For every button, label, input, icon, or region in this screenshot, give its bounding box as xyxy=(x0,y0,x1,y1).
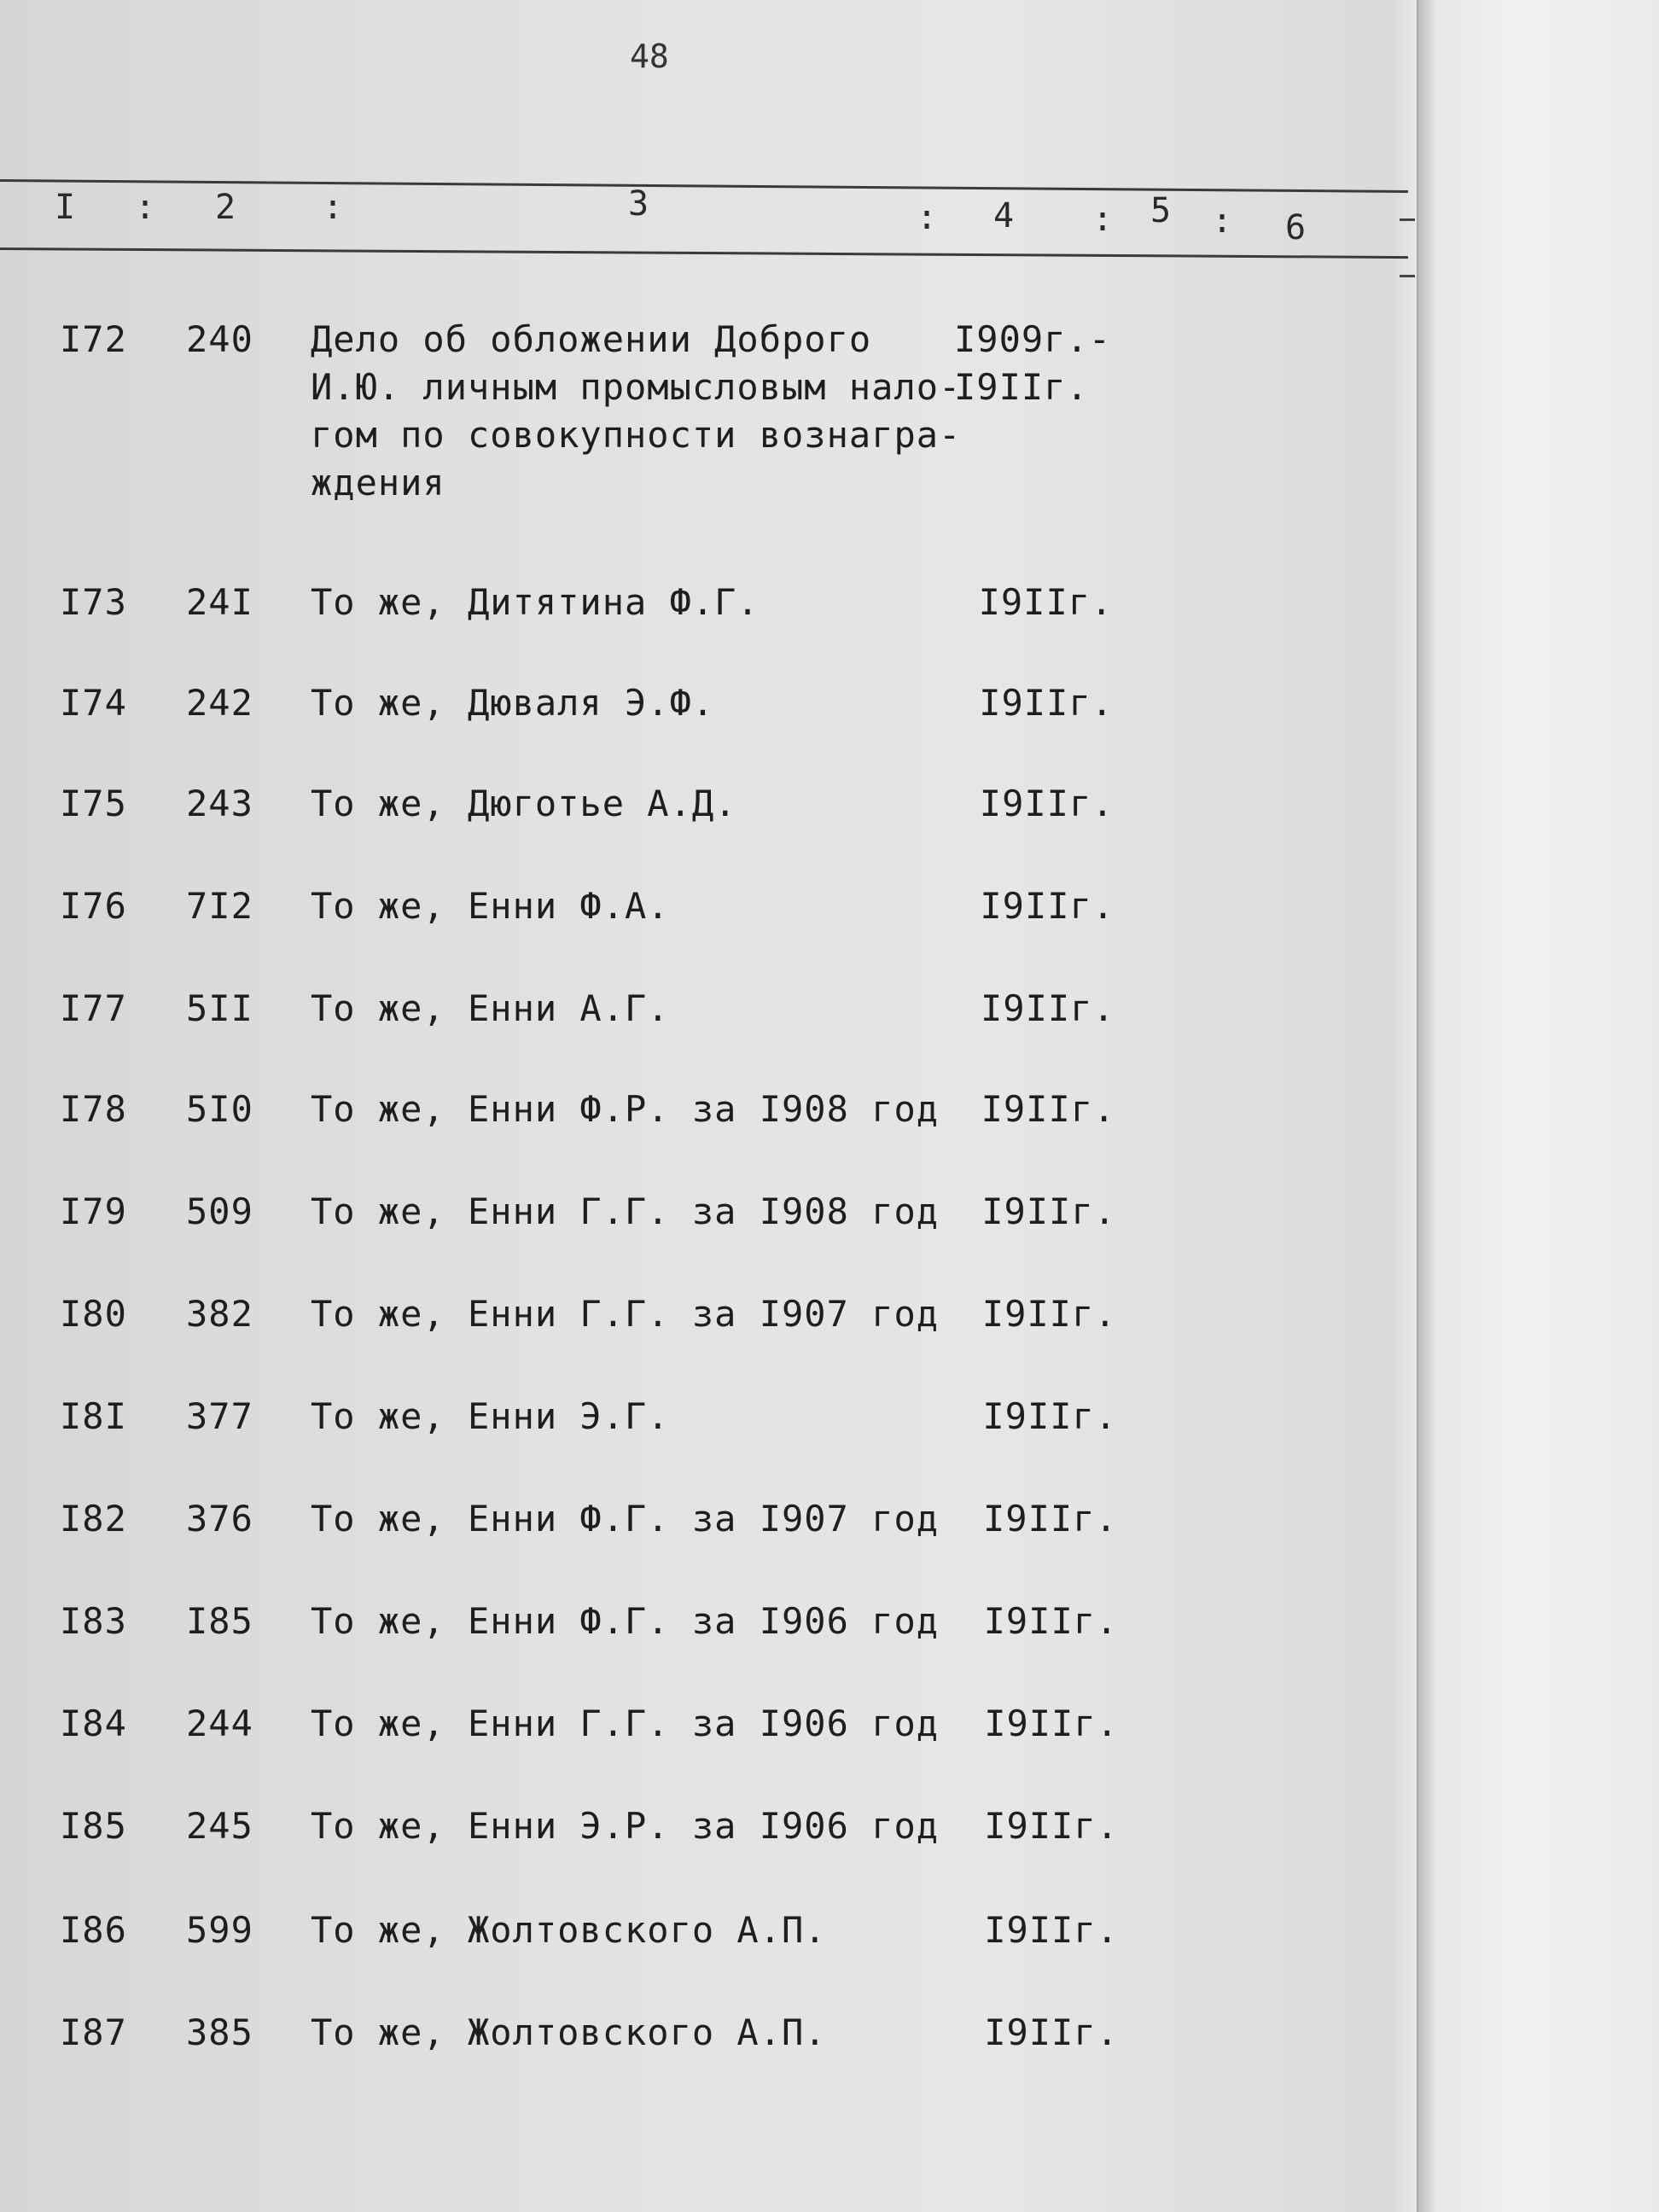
file-number: I85 xyxy=(186,1600,253,1642)
description-line: То же, Жолтовского А.П. xyxy=(311,1909,827,1951)
date-line: I9IIг. xyxy=(978,581,1114,623)
row-number: I82 xyxy=(60,1498,127,1540)
header-sep: : xyxy=(1212,201,1233,241)
file-number: 244 xyxy=(186,1703,253,1744)
description-line: гом по совокупности вознагра- xyxy=(311,414,962,456)
description-line: То же, Дюготье А.Д. xyxy=(311,783,737,824)
description-line: То же, Дюваля Э.Ф. xyxy=(311,682,715,724)
row-number: I87 xyxy=(60,2011,127,2053)
header-sep: : xyxy=(135,188,156,227)
date-range xyxy=(980,882,1115,930)
file-description xyxy=(311,1086,939,1133)
file-number: 243 xyxy=(186,783,253,824)
file-description xyxy=(311,679,714,727)
column-header-row xyxy=(0,184,1408,247)
row-number: I76 xyxy=(60,885,127,927)
date-line: I9IIг. xyxy=(982,1395,1118,1437)
file-description xyxy=(311,316,961,507)
header-col2: 2 xyxy=(215,188,236,227)
row-number: I8I xyxy=(60,1395,127,1437)
file-description xyxy=(311,1802,939,1850)
file-description xyxy=(311,1495,939,1543)
file-description xyxy=(311,780,736,828)
file-description xyxy=(311,1906,827,1954)
date-range xyxy=(982,1393,1117,1441)
header-col6: 6 xyxy=(1285,208,1307,247)
header-col5: 5 xyxy=(1150,191,1172,230)
file-number: 376 xyxy=(186,1498,253,1540)
description-line: То же, Енни Э.Г. xyxy=(311,1395,670,1437)
description-line: То же, Енни Э.Р. за I906 год xyxy=(311,1805,940,1847)
row-number: I79 xyxy=(60,1190,127,1232)
date-line: I909г.- xyxy=(954,318,1112,360)
date-range xyxy=(981,985,1115,1033)
file-description xyxy=(311,985,670,1033)
row-number: I73 xyxy=(60,581,127,623)
header-bottom-rule xyxy=(0,247,1408,259)
file-number: 24I xyxy=(186,581,253,623)
file-number: 242 xyxy=(186,682,253,724)
description-line: То же, Дитятина Ф.Г. xyxy=(311,581,760,623)
description-line: То же, Жолтовского А.П. xyxy=(311,2011,827,2053)
file-description xyxy=(311,1598,939,1645)
description-line: То же, Енни Г.Г. за I908 год xyxy=(311,1190,940,1232)
description-line: И.Ю. личным промысловым нало- xyxy=(311,366,962,408)
date-range xyxy=(982,1290,1117,1338)
file-description xyxy=(311,2009,827,2057)
date-line: I9IIг. xyxy=(984,1909,1119,1951)
date-line: I9IIг. xyxy=(954,366,1089,408)
row-number: I85 xyxy=(60,1805,127,1847)
file-number: 599 xyxy=(186,1909,253,1951)
file-description xyxy=(311,1700,939,1748)
date-line: I9IIг. xyxy=(981,1293,1117,1335)
date-range xyxy=(954,316,1111,411)
row-number: I75 xyxy=(60,783,127,824)
header-sep: : xyxy=(917,198,938,237)
description-line: То же, Енни Ф.Г. за I906 год xyxy=(311,1600,940,1642)
date-range xyxy=(984,1700,1119,1748)
description-line: То же, Енни Ф.Р. за I908 год xyxy=(311,1088,940,1130)
date-range xyxy=(984,1906,1119,1954)
date-range xyxy=(983,1495,1118,1543)
description-line: То же, Енни Г.Г. за I907 год xyxy=(311,1293,940,1335)
date-line: I9IIг. xyxy=(984,2011,1119,2053)
adjacent-page-edge xyxy=(1417,0,1659,2212)
file-number: 382 xyxy=(186,1293,253,1335)
row-number: I83 xyxy=(60,1600,127,1642)
date-range xyxy=(980,780,1115,828)
date-range xyxy=(984,1802,1119,1850)
row-number: I74 xyxy=(60,682,127,724)
file-number: 509 xyxy=(186,1190,253,1232)
file-number: 5II xyxy=(186,987,253,1029)
date-line: I9IIг. xyxy=(979,783,1115,824)
description-line: То же, Енни Ф.Г. за I907 год xyxy=(311,1498,940,1540)
margin-tick xyxy=(1400,218,1415,221)
file-description xyxy=(311,579,760,626)
header-col3: 3 xyxy=(628,184,649,224)
file-number: 5I0 xyxy=(186,1088,253,1130)
file-number: 385 xyxy=(186,2011,253,2053)
date-line: I9IIг. xyxy=(983,1498,1118,1540)
margin-tick xyxy=(1400,275,1415,277)
row-number: I78 xyxy=(60,1088,127,1130)
file-description xyxy=(311,1393,670,1441)
date-line: I9IIг. xyxy=(981,1088,1116,1130)
row-number: I86 xyxy=(60,1909,127,1951)
header-col4: 4 xyxy=(993,196,1015,236)
header-sep: : xyxy=(1092,200,1114,239)
header-col1: I xyxy=(55,188,76,227)
row-number: I72 xyxy=(60,318,127,360)
date-line: I9IIг. xyxy=(983,1600,1119,1642)
date-range xyxy=(981,1086,1116,1133)
page-number: 48 xyxy=(630,38,669,75)
description-line: То же, Енни Г.Г. за I906 год xyxy=(311,1703,940,1744)
file-description xyxy=(311,1188,939,1236)
date-line: I9IIг. xyxy=(981,1190,1116,1232)
date-range xyxy=(984,1598,1119,1645)
header-sep: : xyxy=(323,188,344,227)
date-range xyxy=(984,2009,1119,2057)
description-line: То же, Енни Ф.А. xyxy=(311,885,670,927)
description-line: ждения xyxy=(311,462,445,504)
file-number: 240 xyxy=(186,318,253,360)
date-line: I9IIг. xyxy=(984,1703,1119,1744)
date-range xyxy=(979,679,1114,727)
file-number: 245 xyxy=(186,1805,253,1847)
file-description xyxy=(311,882,670,930)
file-description xyxy=(311,1290,939,1338)
date-line: I9IIг. xyxy=(984,1805,1119,1847)
file-number: 377 xyxy=(186,1395,253,1437)
date-line: I9IIг. xyxy=(980,885,1115,927)
file-number: 7I2 xyxy=(186,885,253,927)
date-line: I9IIг. xyxy=(979,682,1114,724)
date-range xyxy=(979,579,1114,626)
row-number: I80 xyxy=(60,1293,127,1335)
date-range xyxy=(981,1188,1116,1236)
date-line: I9IIг. xyxy=(981,987,1115,1029)
row-number: I84 xyxy=(60,1703,127,1744)
description-line: То же, Енни А.Г. xyxy=(311,987,670,1029)
row-number: I77 xyxy=(60,987,127,1029)
description-line: Дело об обложении Доброго xyxy=(311,318,872,360)
